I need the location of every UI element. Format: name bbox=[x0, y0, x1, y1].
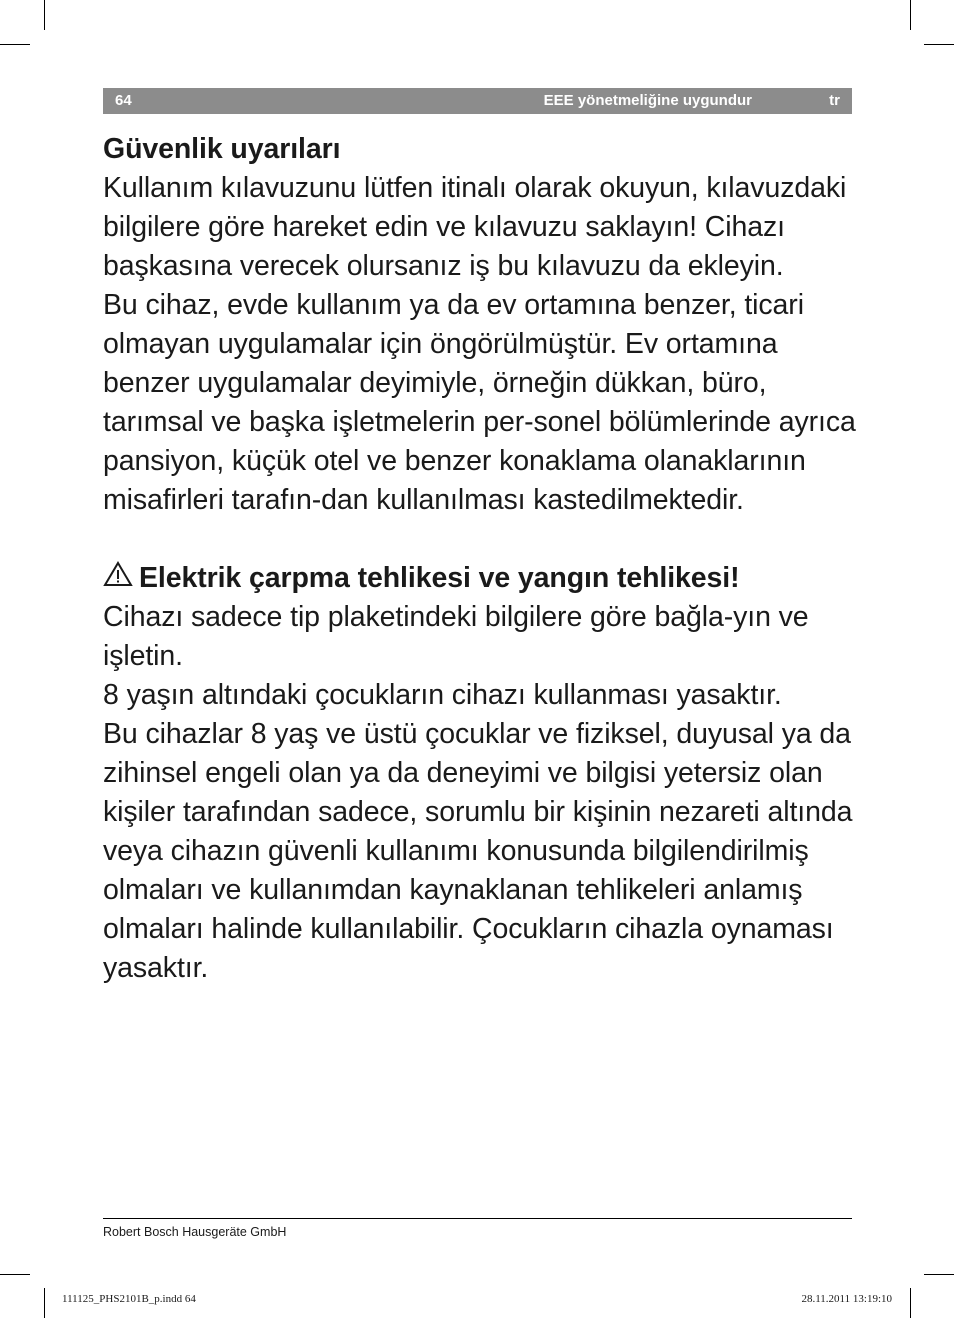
footer-divider bbox=[103, 1218, 852, 1219]
crop-mark bbox=[0, 1274, 30, 1275]
slug-datetime: 28.11.2011 13:19:10 bbox=[801, 1293, 892, 1305]
warning-heading-text: Elektrik çarpma tehlikesi ve yangın tehlikesi! bbox=[139, 562, 740, 594]
crop-mark bbox=[0, 44, 30, 45]
crop-mark bbox=[44, 0, 45, 30]
page-header bbox=[103, 88, 852, 114]
header-title: EEE yönetmeliğine uygundur bbox=[543, 92, 752, 109]
section-heading-safety: Güvenlik uyarıları bbox=[103, 133, 341, 165]
crop-mark bbox=[924, 44, 954, 45]
crop-mark bbox=[910, 0, 911, 30]
warning-triangle-icon bbox=[103, 559, 133, 598]
paragraph: Cihazı sadece tip plaketindeki bilgilere göre bağla-yın ve işletin. bbox=[103, 601, 809, 672]
crop-mark bbox=[44, 1288, 45, 1318]
section-heading-electric-shock bbox=[103, 559, 863, 598]
spacer bbox=[103, 520, 863, 559]
crop-mark bbox=[924, 1274, 954, 1275]
paragraph: Bu cihaz, evde kullanım ya da ev ortamına benzer, ticari olmayan uygulamalar için öngörülmüştür. Ev ortamına benzer uygulamalar deyimiyle, örneğin dükkan, büro, tarımsal ve başka işletmelerin per-sonel bölümlerinde ayrıca pansiyon, küçük otel ve benzer konaklama olanaklarının misafirleri tarafın-dan kullanılması kastedilmektedir. bbox=[103, 289, 856, 516]
paragraph: 8 yaşın altındaki çocukların cihazı kullanması yasaktır. bbox=[103, 679, 782, 711]
crop-mark bbox=[910, 1288, 911, 1318]
paragraph: Bu cihazlar 8 yaş ve üstü çocuklar ve fiziksel, duyusal ya da zihinsel engeli olan ya da deneyimi ve bilgisi yetersiz olan kişiler tarafından sadece, sorumlu bir kişinin nezareti altında veya cihazın güvenli kullanımı konusunda bilgilendirilmiş olmaları ve kullanımdan kaynaklanan tehlikeleri anlamış olmaları halinde kullanılabilir. Çocukların cihazla oynaması yasaktır. bbox=[103, 718, 853, 984]
main-content bbox=[103, 130, 863, 988]
page-number: 64 bbox=[115, 92, 132, 109]
paragraph: Kullanım kılavuzunu lütfen itinalı olarak okuyun, kılavuzdaki bilgilere göre hareket edin ve kılavuzu saklayın! Cihazı başkasına verecek olursanız iş bu kılavuzu da ekleyin. bbox=[103, 172, 847, 282]
language-code: tr bbox=[829, 92, 840, 109]
slug-file: 111125_PHS2101B_p.indd 64 bbox=[62, 1293, 196, 1305]
footer-company: Robert Bosch Hausgeräte GmbH bbox=[103, 1225, 287, 1239]
